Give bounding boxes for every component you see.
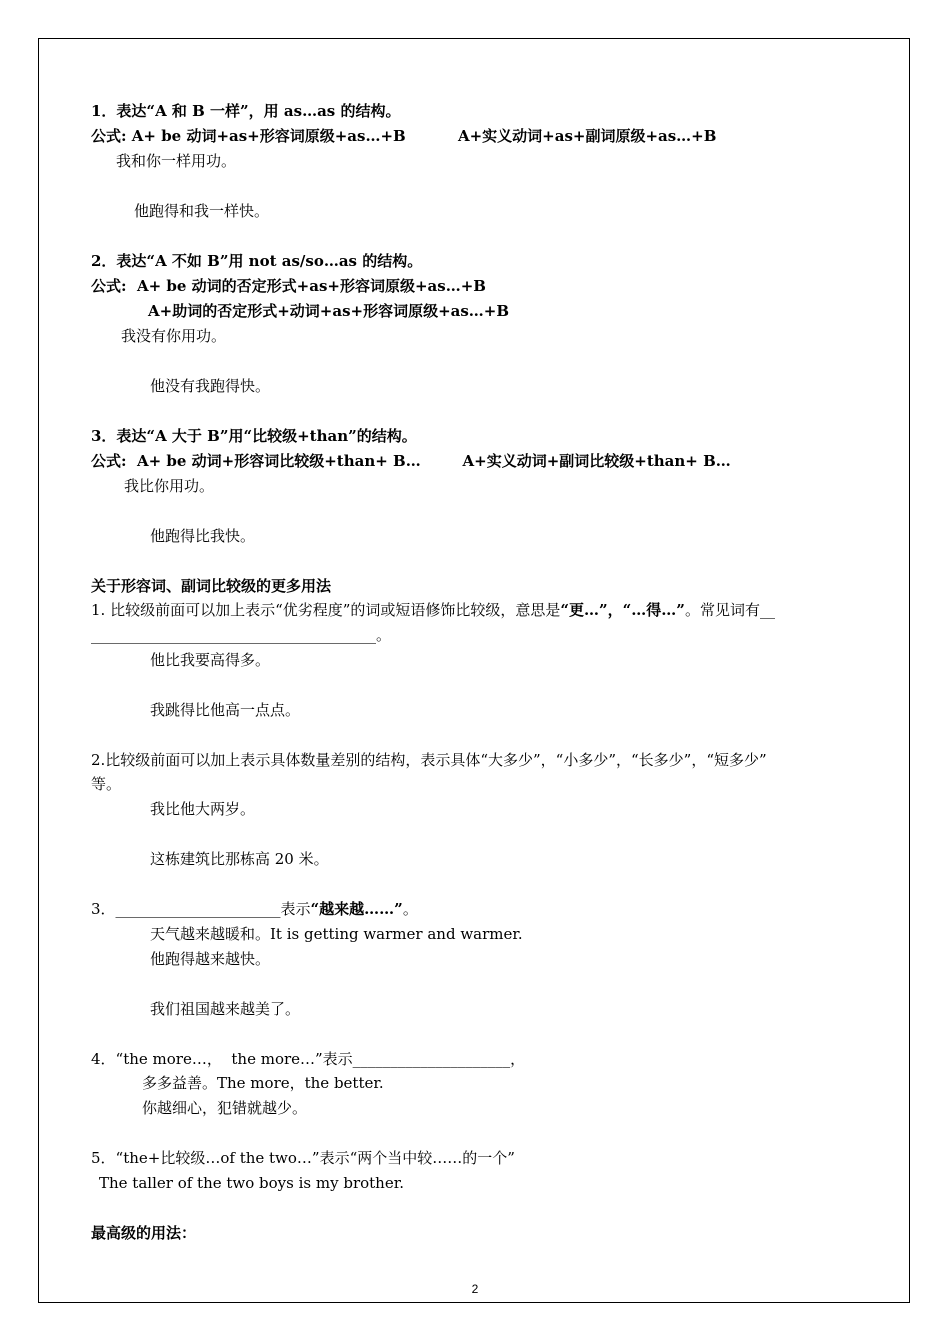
section-3-example-2: 他跑得比我快。: [150, 527, 256, 545]
section-3-formula: 公式: A+ be 动词+形容词比较级+than+ B… A+实义动词+副词比较级+than+ B…: [91, 452, 731, 470]
usage-1-line-1-end: 。常见词有__: [684, 601, 775, 619]
section-1-example-2: 他跑得和我一样快。: [134, 202, 270, 220]
usage-3-example-1: 天气越来越暖和。It is getting warmer and warmer.: [150, 925, 523, 943]
section-2-example-1: 我没有你用功。: [121, 327, 227, 345]
usage-1-example-2: 我跳得比他高一点点。: [150, 701, 301, 719]
section-1-formula: 公式: A+ be 动词+as+形容词原级+as…+B A+实义动词+as+副词原级+as…+B: [91, 127, 717, 145]
usage-2-line-1: 2.比较级前面可以加上表示具体数量差别的结构，表示具体“大多少”，“小多少”，“长多少”，“短多少”: [91, 751, 767, 769]
more-usages-heading: 关于形容词、副词比较级的更多用法: [91, 577, 332, 595]
section-3-title: 3．表达“A 大于 B”用“比较级+than”的结构。: [91, 427, 417, 445]
section-2-example-2: 他没有我跑得快。: [150, 377, 271, 395]
usage-3-line-1: [91, 899, 418, 919]
usage-2-line-2: 等。: [91, 775, 122, 793]
usage-3-line-1-end: 。: [402, 900, 418, 918]
usage-3-example-3: 我们祖国越来越美了。: [150, 1000, 301, 1018]
usage-1-line-1-start: 1. 比较级前面可以加上表示“优劣程度”的词或短语修饰比较级，意思是: [91, 601, 561, 619]
usage-1-line-2: ______________________________________。: [91, 626, 392, 644]
usage-4-line-1: 4．“the more…， the more…”表示_____________________，: [91, 1050, 526, 1068]
usage-1-example-1: 他比我要高得多。: [150, 651, 271, 669]
usage-3-line-1-start: 3．______________________表示: [91, 900, 311, 918]
section-3-example-1: 我比你用功。: [124, 477, 215, 495]
section-1-title: 1．表达“A 和 B 一样”，用 as…as 的结构。: [91, 102, 401, 120]
usage-3-example-2: 他跑得越来越快。: [150, 950, 271, 968]
usage-5-line-1: 5．“the+比较级…of the two…”表示“两个当中较……的一个”: [91, 1149, 515, 1167]
section-2-formula-1: 公式: A+ be 动词的否定形式+as+形容词原级+as…+B: [91, 277, 486, 295]
usage-3-line-1-bold: “越来越……”: [310, 900, 403, 918]
usage-1-line-1: [91, 600, 775, 620]
page-number: 2: [471, 1282, 479, 1296]
superlative-heading: 最高级的用法：: [91, 1224, 197, 1242]
section-1-example-1: 我和你一样用功。: [116, 152, 237, 170]
usage-4-example-2: 你越细心，犯错就越少。: [142, 1099, 308, 1117]
usage-4-example-1: 多多益善。The more，the better.: [142, 1074, 384, 1092]
section-2-title: 2．表达“A 不如 B”用 not as/so…as 的结构。: [91, 252, 423, 270]
section-2-formula-2: A+助词的否定形式+动词+as+形容词原级+as…+B: [148, 302, 510, 320]
usage-2-example-1: 我比他大两岁。: [150, 800, 256, 818]
usage-1-line-1-bold: “更…”，“…得…”: [560, 601, 685, 619]
usage-5-example-1: The taller of the two boys is my brother.: [99, 1174, 405, 1192]
usage-2-example-2: 这栋建筑比那栋高 20 米。: [150, 850, 329, 868]
